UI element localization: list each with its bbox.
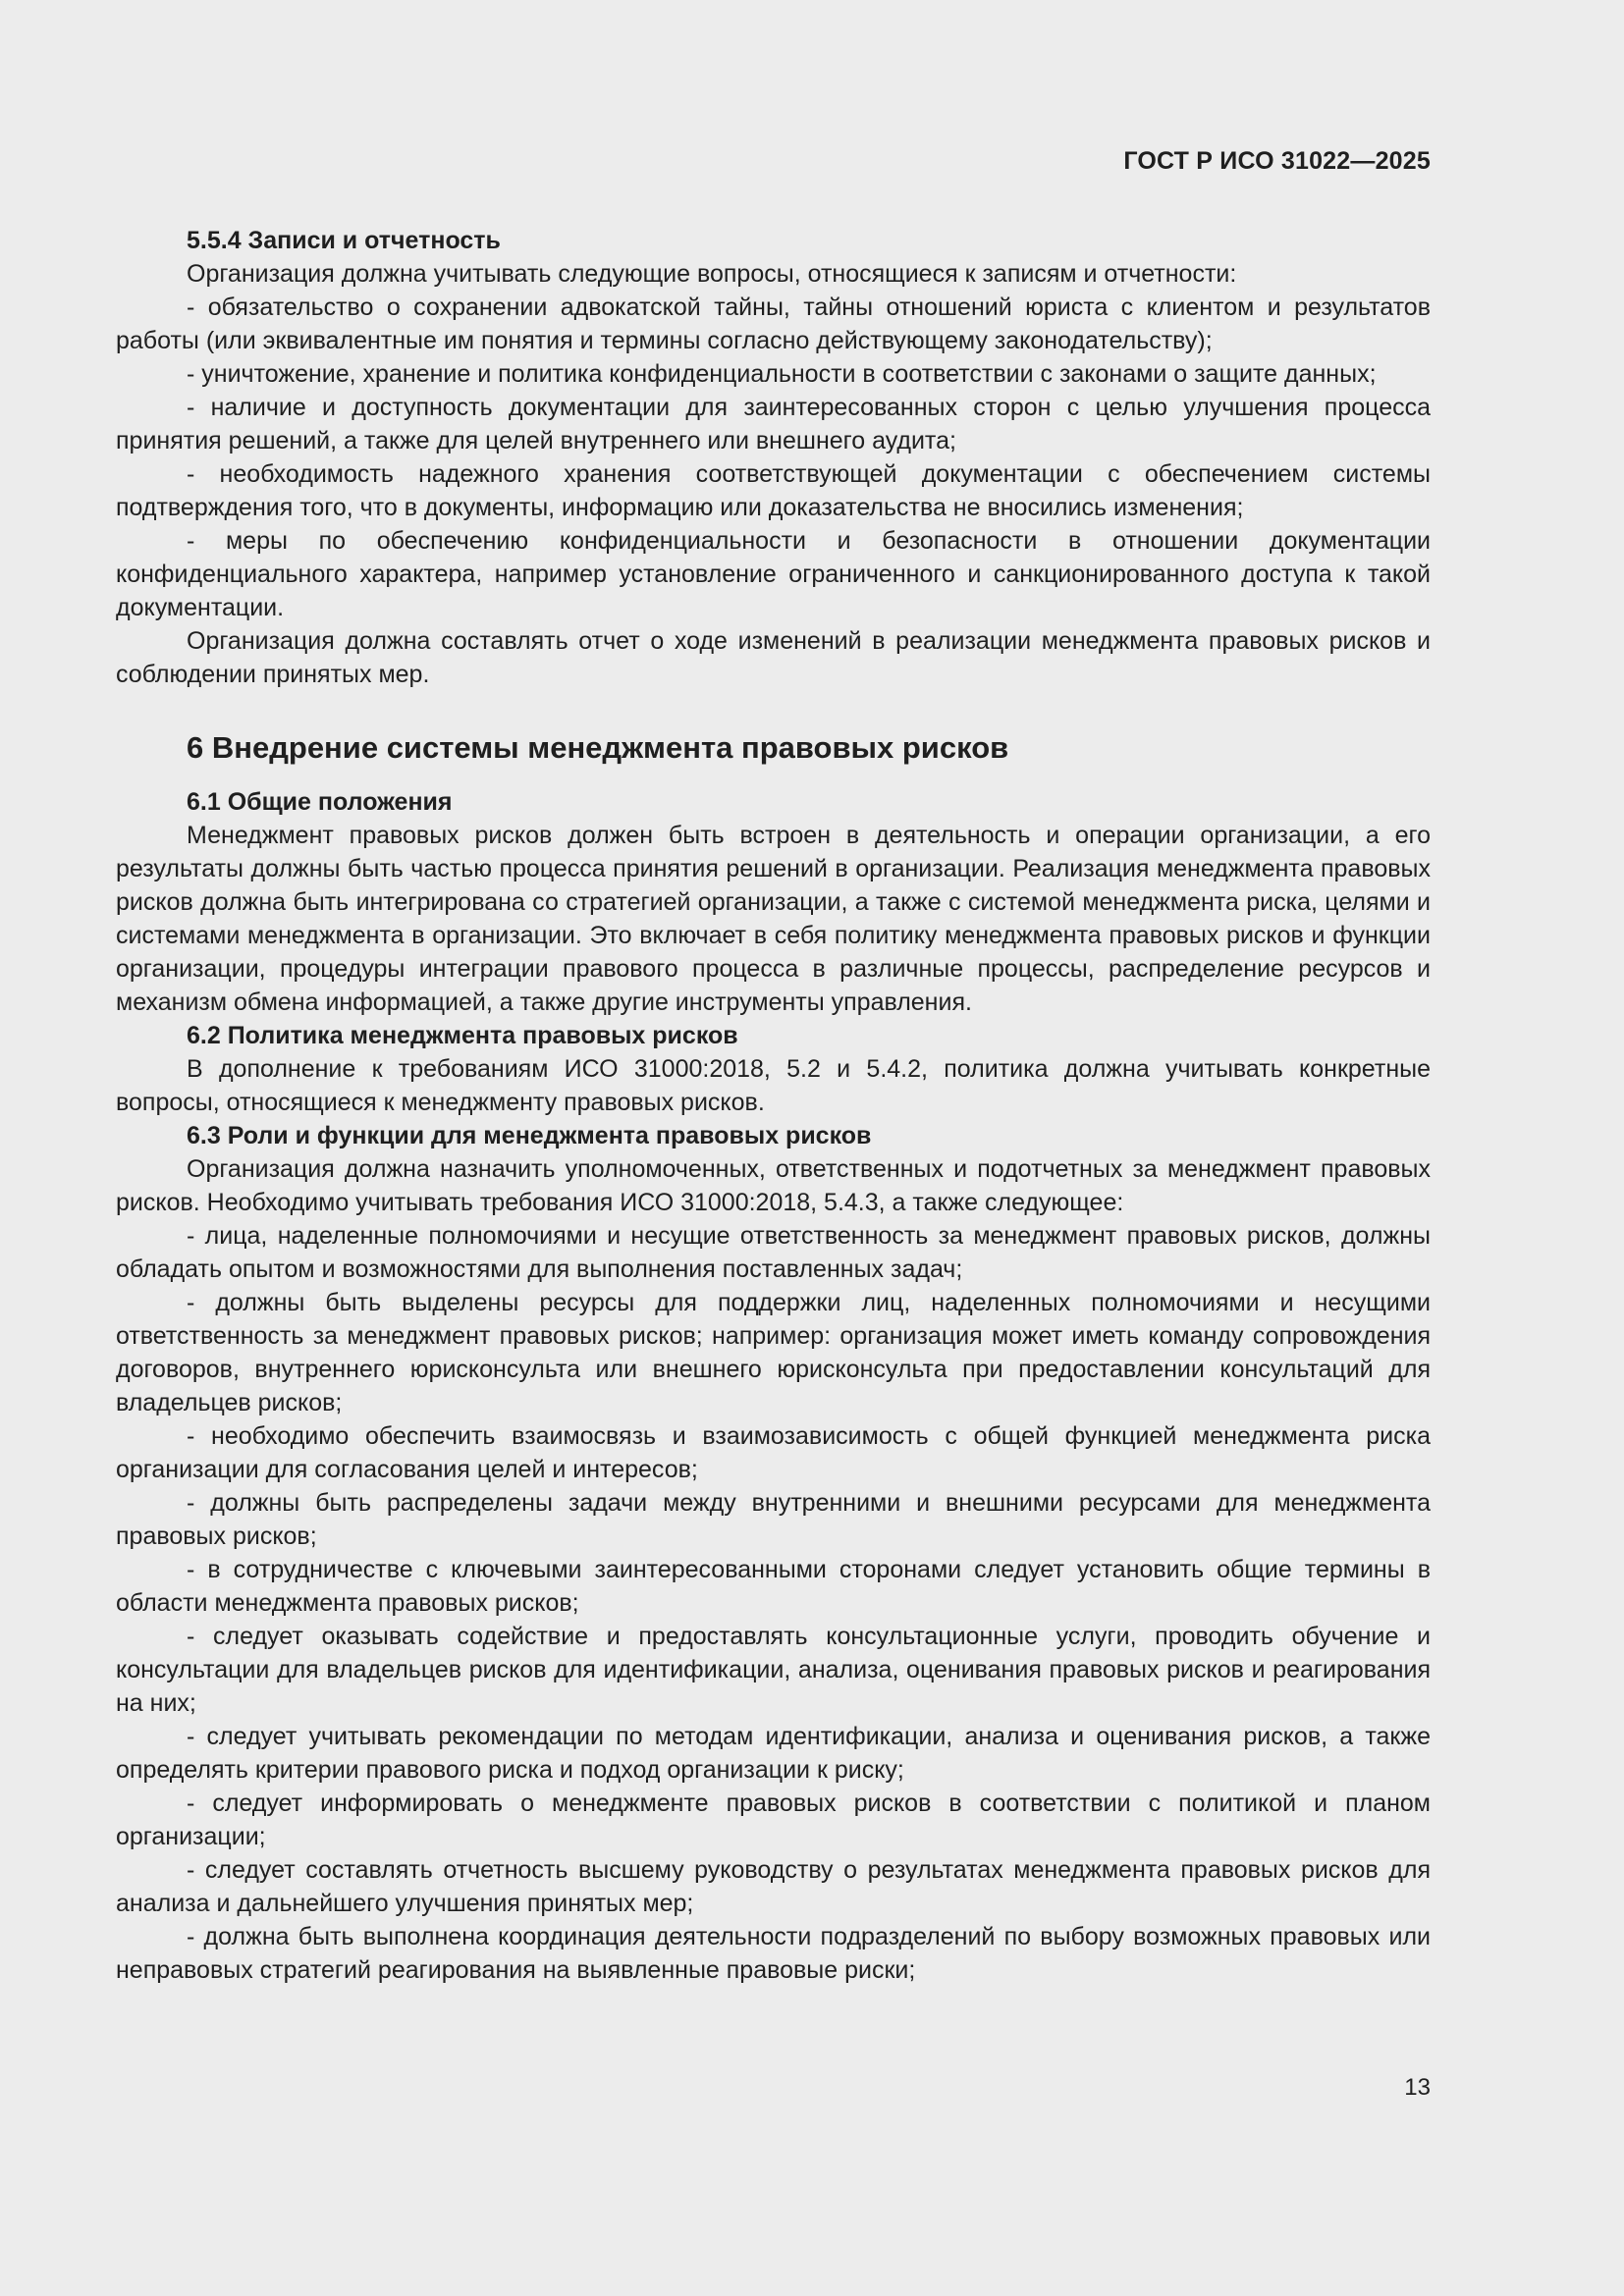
list-item: - в сотрудничестве с ключевыми заинтересованными сторонами следует установить общие термины в области менеджмента правовых рисков; [116,1556,1431,1617]
list-item: - должны быть выделены ресурсы для поддержки лиц, наделенных полномочиями и несущими ответственность за менеджмент правовых рисков; например: организация может иметь команду сопровождения договоров, внутреннего юрисконсульта или внешнего юрисконсульта при предоставлении консультаций для владельцев рисков; [116,1289,1431,1416]
list-item: - следует учитывать рекомендации по методам идентификации, анализа и оценивания рисков, а также определять критерии правового риска и подход организации к риску; [116,1723,1431,1784]
list-item: - необходимость надежного хранения соответствующей документации с обеспечением системы подтверждения того, что в документы, информацию или доказательства не вносились изменения; [116,460,1431,521]
list-item: - следует составлять отчетность высшему руководству о результатах менеджмента правовых рисков для анализа и дальнейшего улучшения принятых мер; [116,1856,1431,1917]
page-content [116,224,1431,1987]
list-item: - следует оказывать содействие и предоставлять консультационные услуги, проводить обучение и консультации для владельцев рисков для идентификации, анализа, оценивания правовых рисков и реагирования на них; [116,1623,1431,1717]
paragraph: Организация должна составлять отчет о ходе изменений в реализации менеджмента правовых рисков и соблюдении принятых мер. [116,627,1431,688]
list-item: - должна быть выполнена координация деятельности подразделений по выбору возможных правовых или неправовых стратегий реагирования на выявленные правовые риски; [116,1923,1431,1984]
section-heading-6: 6 Внедрение системы менеджмента правовых рисков [187,730,1009,765]
list-item: - лица, наделенные полномочиями и несущие ответственность за менеджмент правовых рисков, должны обладать опытом и возможностями для выполнения поставленных задач; [116,1222,1431,1283]
list-item: - меры по обеспечению конфиденциальности и безопасности в отношении документации конфиденциального характера, например установление ограниченного и санкционированного доступа к такой документации. [116,527,1431,621]
document-id-header: ГОСТ Р ИСО 31022—2025 [1123,147,1431,175]
page-number: 13 [1404,2074,1431,2101]
list-item: - должны быть распределены задачи между внутренними и внешними ресурсами для менеджмента правовых рисков; [116,1489,1431,1550]
section-heading-6-2: 6.2 Политика менеджмента правовых рисков [187,1022,738,1049]
list-item: - следует информировать о менеджменте правовых рисков в соответствии с политикой и планом организации; [116,1789,1431,1850]
list-item: - наличие и доступность документации для заинтересованных сторон с целью улучшения процесса принятия решений, а также для целей внутреннего или внешнего аудита; [116,394,1431,454]
list-item: - уничтожение, хранение и политика конфиденциальности в соответствии с законами о защите данных; [187,360,1377,388]
paragraph: Организация должна учитывать следующие вопросы, относящиеся к записям и отчетности: [187,260,1237,288]
section-heading-6-1: 6.1 Общие положения [187,788,453,816]
list-item: - обязательство о сохранении адвокатской тайны, тайны отношений юриста с клиентом и результатов работы (или эквивалентные им понятия и термины согласно действующему законодательству); [116,294,1431,354]
section-heading-5-5-4: 5.5.4 Записи и отчетность [187,227,501,254]
paragraph: В дополнение к требованиям ИСО 31000:2018, 5.2 и 5.4.2, политика должна учитывать конкретные вопросы, относящиеся к менеджменту правовых рисков. [116,1055,1431,1116]
paragraph: Менеджмент правовых рисков должен быть встроен в деятельность и операции организации, а его результаты должны быть частью процесса принятия решений в организации. Реализация менеджмента правовых рисков должна быть интегрирована со стратегией организации, а также с системой менеджмента риска, целями и системами менеджмента в организации. Это включает в себя политику менеджмента правовых рисков и функции организации, процедуры интеграции правового процесса в различные процессы, распределение ресурсов и механизм обмена информацией, а также другие инструменты управления. [116,822,1431,1016]
paragraph: Организация должна назначить уполномоченных, ответственных и подотчетных за менеджмент правовых рисков. Необходимо учитывать требования ИСО 31000:2018, 5.4.3, а также следующее: [116,1155,1431,1216]
section-heading-6-3: 6.3 Роли и функции для менеджмента правовых рисков [187,1122,872,1149]
list-item: - необходимо обеспечить взаимосвязь и взаимозависимость с общей функцией менеджмента риска организации для согласования целей и интересов; [116,1422,1431,1483]
